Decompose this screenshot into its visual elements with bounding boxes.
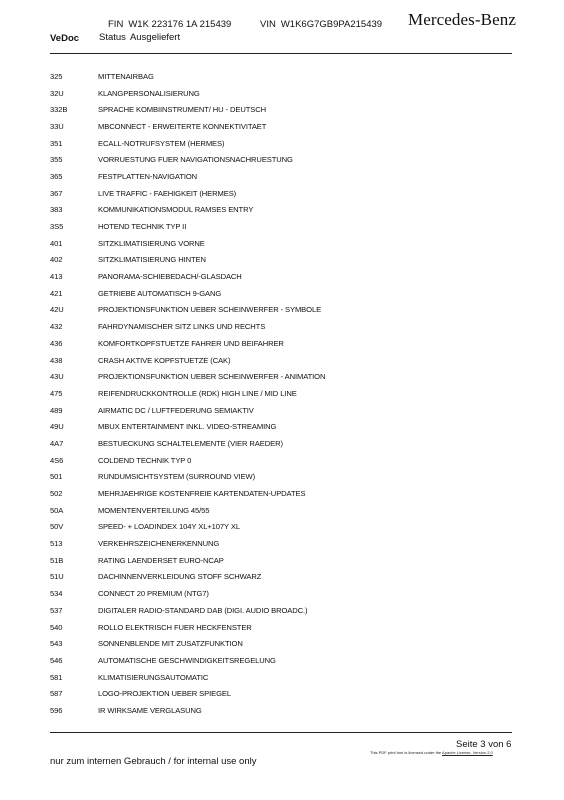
option-row <box>0 452 564 469</box>
option-description: MBUX ENTERTAINMENT INKL. VIDEO-STREAMING <box>98 422 277 432</box>
option-row <box>0 101 564 118</box>
option-row <box>0 135 564 152</box>
option-code-list <box>0 68 564 719</box>
option-description: SPRACHE KOMBIINSTRUMENT/ HU - DEUTSCH <box>98 105 267 115</box>
option-code: 540 <box>50 622 63 632</box>
option-description: CRASH AKTIVE KOPFSTUETZE (CAK) <box>98 355 231 365</box>
license-link[interactable]: Apache License, Version 2.0 <box>442 750 493 755</box>
option-code: 581 <box>50 672 63 682</box>
status-line <box>99 32 180 43</box>
option-row <box>0 685 564 702</box>
fin-label: FIN <box>108 19 124 30</box>
option-row <box>0 235 564 252</box>
fin-value: W1K 223176 1A 215439 <box>128 19 232 30</box>
option-code: 513 <box>50 539 63 549</box>
option-description: HOTEND TECHNIK TYP II <box>98 222 187 232</box>
option-row <box>0 85 564 102</box>
document-header <box>0 0 564 60</box>
option-code: 351 <box>50 138 63 148</box>
option-code: 325 <box>50 71 63 81</box>
option-description: SPEED- + LOADINDEX 104Y XL+107Y XL <box>98 522 240 532</box>
option-description: CONNECT 20 PREMIUM (NTG7) <box>98 589 209 599</box>
option-code: 51U <box>50 572 64 582</box>
option-row <box>0 168 564 185</box>
option-description: KLANGPERSONALISIERUNG <box>98 88 200 98</box>
option-row <box>0 569 564 586</box>
option-description: GETRIEBE AUTOMATISCH 9-GANG <box>98 288 222 298</box>
header-divider <box>50 53 512 54</box>
option-code: 432 <box>50 322 63 332</box>
option-description: RUNDUMSICHTSYSTEM (SURROUND VIEW) <box>98 472 256 482</box>
option-code: 4S6 <box>50 455 64 465</box>
option-description: MBCONNECT - ERWEITERTE KONNEKTIVITAET <box>98 121 267 131</box>
option-code: 367 <box>50 188 63 198</box>
license-text: This PDF print font is licensed under the <box>370 750 443 755</box>
option-code: 355 <box>50 155 63 165</box>
option-row <box>0 302 564 319</box>
option-row <box>0 418 564 435</box>
option-description: PANORAMA-SCHIEBEDACH/-GLASDACH <box>98 272 242 282</box>
option-row <box>0 519 564 536</box>
vin-line <box>260 19 382 30</box>
option-code: 401 <box>50 238 63 248</box>
vedoc-label: VeDoc <box>50 33 80 44</box>
option-description: REIFENDRUCKKONTROLLE (RDK) HIGH LINE / MID LINE <box>98 388 297 398</box>
option-row <box>0 252 564 269</box>
option-description: VERKEHRSZEICHENERKENNUNG <box>98 539 220 549</box>
option-row <box>0 435 564 452</box>
option-description: KLIMATISIERUNGSAUTOMATIC <box>98 672 209 682</box>
brand-logo: Mercedes-Benz <box>408 10 516 29</box>
option-code: 421 <box>50 288 63 298</box>
option-row <box>0 585 564 602</box>
option-code: 50A <box>50 505 64 515</box>
status-label: Status <box>99 32 126 43</box>
option-code: 50V <box>50 522 64 532</box>
option-row <box>0 202 564 219</box>
option-row <box>0 635 564 652</box>
option-row <box>0 268 564 285</box>
vin-label: VIN <box>260 19 276 30</box>
option-description: DACHINNENVERKLEIDUNG STOFF SCHWARZ <box>98 572 262 582</box>
option-description: RATING LAENDERSET EURO-NCAP <box>98 555 224 565</box>
option-code: 489 <box>50 405 63 415</box>
option-code: 534 <box>50 589 63 599</box>
footer-divider <box>50 732 512 733</box>
option-description: IR WIRKSAME VERGLASUNG <box>98 705 202 715</box>
option-row <box>0 352 564 369</box>
option-description: SITZKLIMATISIERUNG VORNE <box>98 238 205 248</box>
option-description: BESTUECKUNG SCHALTELEMENTE (VIER RAEDER) <box>98 438 283 448</box>
option-code: 587 <box>50 689 63 699</box>
option-description: LIVE TRAFFIC - FAEHIGKEIT (HERMES) <box>98 188 237 198</box>
option-row <box>0 185 564 202</box>
option-row <box>0 469 564 486</box>
option-description: ROLLO ELEKTRISCH FUER HECKFENSTER <box>98 622 252 632</box>
option-description: ECALL-NOTRUFSYSTEM (HERMES) <box>98 138 225 148</box>
option-description: PROJEKTIONSFUNKTION UEBER SCHEINWERFER - ANIMATION <box>98 372 326 382</box>
option-row <box>0 118 564 135</box>
option-row <box>0 702 564 719</box>
option-code: 51B <box>50 555 64 565</box>
option-code: 436 <box>50 338 63 348</box>
option-description: DIGITALER RADIO-STANDARD DAB (DIGI. AUDIO BROADC.) <box>98 605 308 615</box>
option-description: FAHRDYNAMISCHER SITZ LINKS UND RECHTS <box>98 322 266 332</box>
option-row <box>0 335 564 352</box>
option-row <box>0 151 564 168</box>
option-code: 365 <box>50 171 63 181</box>
option-row <box>0 402 564 419</box>
option-row <box>0 535 564 552</box>
option-code: 596 <box>50 705 63 715</box>
option-code: 475 <box>50 388 63 398</box>
option-description: COLDEND TECHNIK TYP 0 <box>98 455 192 465</box>
option-code: 4A7 <box>50 438 64 448</box>
option-code: 402 <box>50 255 63 265</box>
option-code: 383 <box>50 205 63 215</box>
option-row <box>0 385 564 402</box>
option-code: 43U <box>50 372 64 382</box>
option-code: 546 <box>50 655 63 665</box>
option-code: 3S5 <box>50 222 64 232</box>
option-code: 543 <box>50 639 63 649</box>
option-code: 32U <box>50 88 64 98</box>
option-code: 501 <box>50 472 63 482</box>
option-code: 33U <box>50 121 64 131</box>
option-code: 49U <box>50 422 64 432</box>
option-row <box>0 485 564 502</box>
option-description: VORRUESTUNG FUER NAVIGATIONSNACHRUESTUNG <box>98 155 293 165</box>
option-description: LOGO-PROJEKTION UEBER SPIEGEL <box>98 689 231 699</box>
option-row <box>0 68 564 85</box>
option-row <box>0 652 564 669</box>
option-description: MITTENAIRBAG <box>98 71 154 81</box>
option-row <box>0 502 564 519</box>
internal-use-note: nur zum internen Gebrauch / for internal use only <box>50 756 257 767</box>
option-row <box>0 218 564 235</box>
option-code: 502 <box>50 489 63 499</box>
option-description: MEHRJAEHRIGE KOSTENFREIE KARTENDATEN-UPDATES <box>98 489 306 499</box>
option-description: KOMFORTKOPFSTUETZE FAHRER UND BEIFAHRER <box>98 338 284 348</box>
option-description: SITZKLIMATISIERUNG HINTEN <box>98 255 206 265</box>
option-row <box>0 318 564 335</box>
option-code: 413 <box>50 272 63 282</box>
option-description: AIRMATIC DC / LUFTFEDERUNG SEMIAKTIV <box>98 405 254 415</box>
option-description: FESTPLATTEN-NAVIGATION <box>98 171 198 181</box>
option-row <box>0 552 564 569</box>
option-row <box>0 619 564 636</box>
status-value: Ausgeliefert <box>129 32 181 43</box>
vin-value: W1K6G7GB9PA215439 <box>280 19 383 30</box>
option-code: 42U <box>50 305 64 315</box>
option-description: PROJEKTIONSFUNKTION UEBER SCHEINWERFER - SYMBOLE <box>98 305 322 315</box>
option-row <box>0 285 564 302</box>
option-description: KOMMUNIKATIONSMODUL RAMSES ENTRY <box>98 205 254 215</box>
option-description: MOMENTENVERTEILUNG 45/55 <box>98 505 210 515</box>
option-code: 438 <box>50 355 63 365</box>
page-number: Seite 3 von 6 <box>456 739 512 750</box>
license-note <box>370 750 493 755</box>
option-description: SONNENBLENDE MIT ZUSATZFUNKTION <box>98 639 243 649</box>
option-row <box>0 368 564 385</box>
option-row <box>0 669 564 686</box>
fin-line <box>108 19 231 30</box>
option-code: 537 <box>50 605 63 615</box>
option-code: 332B <box>50 105 68 115</box>
option-row <box>0 602 564 619</box>
option-description: AUTOMATISCHE GESCHWINDIGKEITSREGELUNG <box>98 655 276 665</box>
